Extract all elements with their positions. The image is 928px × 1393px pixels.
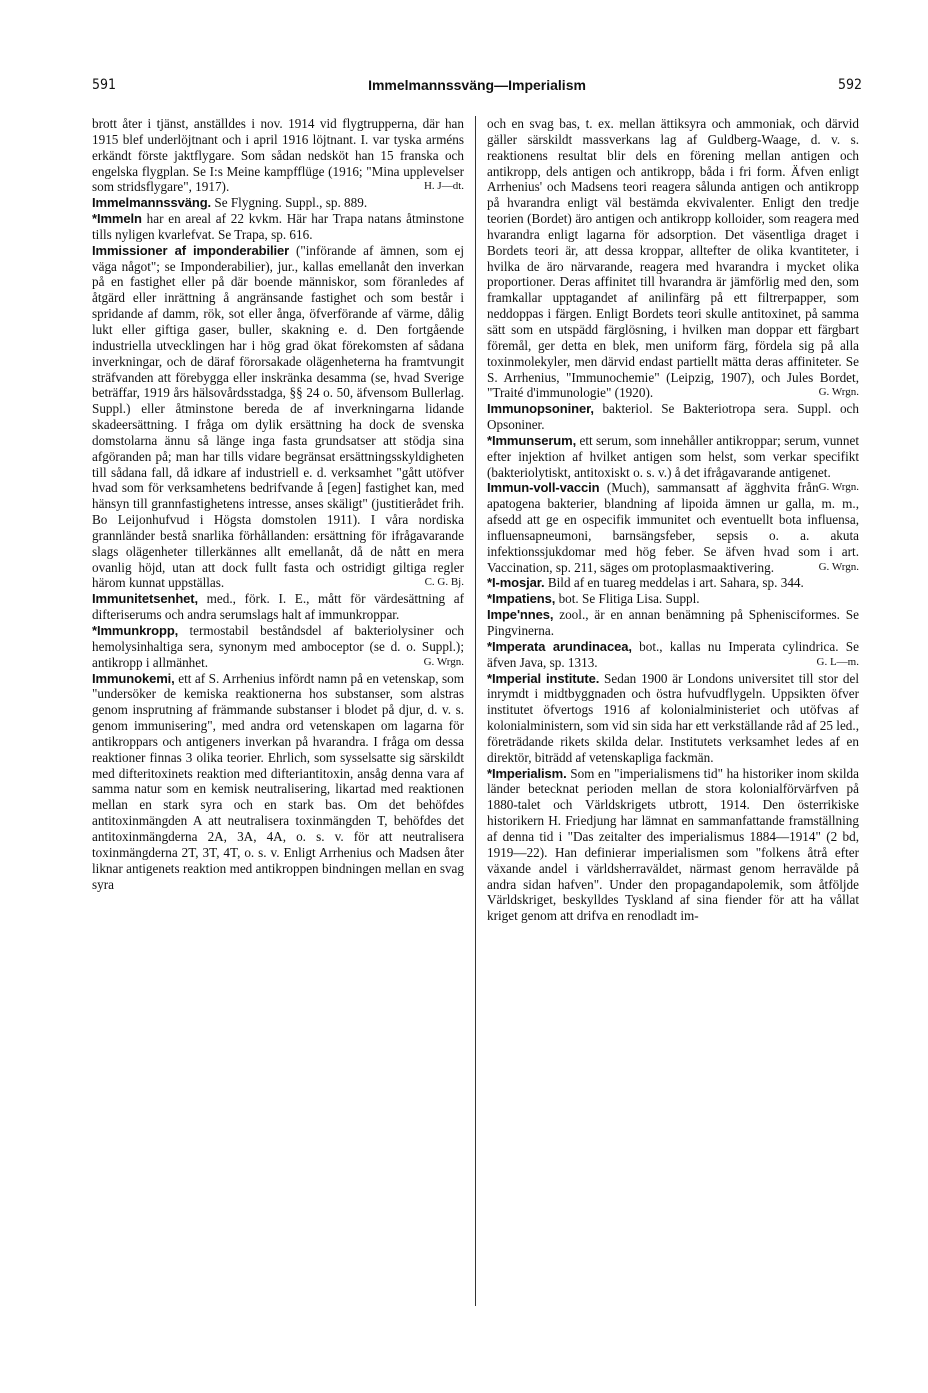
entry — [92, 116, 464, 195]
signature: G. Wrgn. — [818, 481, 859, 494]
left-column — [92, 116, 464, 892]
entry-text: har en areal af 22 kvkm. Här har Trapa natans åtminstone tills nyligen kvarlefvat. Se Trapa, sp. 616. — [92, 211, 464, 242]
page-header — [92, 77, 862, 99]
signature: G. Wrgn. — [423, 655, 464, 668]
headword: Immunitetsenhet, — [92, 591, 199, 607]
column-divider — [475, 116, 476, 1306]
entry — [92, 591, 464, 623]
entry-text: ett serum, som innehåller antikroppar; serum, vunnet efter injektion af hvilket antigen som helst, som verkar specifikt (bakteriolytiskt, antitoxiskt o. s. v.) å det ifrågavarande antigenet. — [487, 432, 860, 480]
entry — [487, 766, 859, 924]
headword: *I-mosjar. — [487, 575, 545, 591]
entry-text: (Much), sammansatt af ägghvita från apatogena bakterier, blandning af lipoida ämnen ur galla, m. m., afsedd att ge en ospecifik immunitet och eventuellt bota influensa, influensapneumoni, barnsängsfeber, sepsis o. a. akuta infektionssjukdomar med hög feber. Se äfven hvad som i art. Vaccination, sp. 211, säges om protoplasmaaktivering. — [487, 480, 859, 575]
entry — [487, 639, 859, 671]
signature: G. Wrgn. — [818, 560, 859, 573]
headword: *Immunkropp, — [92, 623, 179, 638]
entry-text: Se Flygning. Suppl., sp. 889. — [214, 195, 368, 211]
entry-text: termostabil beståndsdel af bakteriolysiner och hemolysinhaltiga sera, synonym med amboceptor (se d. o. Suppl.); antikropp i allmänhet. — [92, 623, 464, 670]
signature: G. L—m. — [816, 655, 859, 668]
entry-text: med., förk. I. E., mått för värdesättning af difteriserums och andra serumslags halt af immunkroppar. — [92, 591, 464, 623]
entry — [487, 575, 859, 591]
entry-text: bakteriol. Se Bakteriotropa sera. Suppl. och Opsoniner. — [487, 401, 859, 433]
signature: C. G. Bj. — [424, 576, 464, 589]
entry — [487, 591, 859, 607]
entry — [487, 401, 859, 433]
entry-text: Bild af en tuareg meddelas i art. Sahara, sp. 344. — [547, 575, 804, 591]
left-page-number: 591 — [92, 77, 117, 93]
entry-text: ("införande af ämnen, som ej väga något"; se Imponderabilier), jur., kallas emellanåt den inverkan på en fastighet eller på där boende människor, som föranledes af åtgärd eller inrättning å angränsande fastighet och som består i spridande af damm, rök, sot eller ånga, öfverförande af värme, dålig lukt eller giftiga gaser, buller, skakning e. d. Den fortgående industriella utvecklingen har i hög grad ökat förekomsten af sådana inverkningar, och de däraf förorsakade olägenheterna ha framtvungit sträfvanden att förebygga eller inskränka desamma (se, hvad Sverige beträffar, 1919 års hälsovårdsstadga, §§ 24 o. 50, äfvensom Bullerlag. Suppl.) eller åtminstone bereda de af inverkningarna lidande skadeersättning. I fråga om dylik ersättning ha dock de svenska domstolarna ännu så länge inga fasta grundsatser att stödja sina afgöranden på; man har tills vidare begränsat ersättningsskyldigheten till sådana fall, då idkare af industriell e. d. verksamhet "gått utöfver hvad som för verksamhetens bedrifvande å [egen] fastighet kan, med hänsyn till grannfastighetens intresse, anses skäligt" (justitierådet frih. Bo Leijonhufvud i Högsta domstolen 1911). I våra nordiska grannländer bestå snarlika förhållanden: ersättning för ifrågavarande slags olägenheter tillerkännes allt emellanåt, då de nått en mera ovanlig höjd, utan att dock fullt fasta och ostridigt giltiga regler härom kunnat uppställas. — [92, 242, 465, 591]
headword: Immunokemi, — [92, 670, 175, 686]
entry-text: bot., kallas nu Imperata cylindrica. Se äfven Java, sp. 1313. — [487, 638, 859, 670]
entry-text: Som en "imperialismens tid" ha historiker inom skilda länder betecknat perioden mellan de stora kolonialförvärfven på 1880-talet och Världskrigets utbrott, 1914. Den österrikiske historikern H. Friedjung har lämnat en sammanfattande framställning af denna tid i "Das zeitalter des imperialismus 1884—1914" (2 bd, 1919—22). Han definierar imperialismen som "folkens åtrå efter växande andel i världsherraväldet, närmast genom herravälde på andra sidan hafven". Under den propagandapolemik, som åtföljde Världskriget, beskylldes Tyskland af sina fiender för att ha vållat kriget genom att drifva en renodladt im- — [487, 765, 859, 924]
headword: *Imperialism. — [487, 765, 567, 781]
entry-text: Sedan 1900 är Londons universitet till stor del inrymdt i midtbyggnaden och östra hufvudflygeln. Uppsikten öfver institutet öfvertogs 1916 af kolonialministeriet och utöfvas af kolonialministern, som vid sin sida har ett verkställande råd af 25 led., företrädande rikets skilda delar. Institutets verksamhet ledes af en direktör, biträdd af vetenskapliga fackmän. — [487, 670, 859, 765]
headword: Immissioner af imponderabilier — [92, 242, 290, 258]
entry-text: och en svag bas, t. ex. mellan ättiksyra och ammoniak, och därvid gäller särskildt massverkans lag af Guldberg-Waage, d. v. s. reaktionens resultat blir dels en förening mellan antigen och antikropp, dels antigen och antikropp, båda i fri form. Äfven enligt Arrhenius' och Madsens teori reagera sålunda antigen och antikropp på hvarandra enligt väl bestämda ekvivalenter. Enligt den tredje teorien (Bordet) äro antigen och antikropp kolloider, som reagera med hvarandra enligt lagarna för adsorption. Det väsentliga draget i Bordets teori är, att dessa kroppar, alltefter de olika kvantiteter, i hvilka de äro närvarande, reagera med hvarandra i mycket olika proportioner. Deras affinitet till hvarandra är jämförlig med den, som framkallar upptagandet af anilinfärg på ett filtrerpapper, som neddoppas i färgen. Enligt Bordets teori skulle antitoxinet, på samma sätt som en utspädd färglösning, i hvilken man doppar ett färgbart föremål, ger detta en blek, men uniform färg, fördela sig på alla toxinmolekyler, men därvid endast partiellt mätta deras affiniteter. Se S. Arrhenius, "Immunochemie" (Leipzig, 1907), och Jules Bordet, "Traité d'immunologie" (1920). — [487, 116, 859, 401]
signature: H. J—dt. — [423, 180, 464, 193]
headword: *Impatiens, — [487, 591, 556, 607]
entry — [92, 623, 464, 671]
entry — [92, 243, 464, 592]
headword: *Imperata arundinacea, — [487, 638, 632, 654]
headword: Immun-voll-vaccin — [487, 480, 600, 496]
entry — [92, 195, 464, 211]
right-page-number: 592 — [837, 77, 862, 93]
signature: G. Wrgn. — [818, 386, 859, 399]
entry — [92, 211, 464, 243]
entry-text: brott åter i tjänst, anställdes i nov. 1914 vid flygtrupperna, där han 1915 blef underlöjtnant och i april 1916 löjtnant. I. var tyska arméns erkändt förste jaktflygare. Som sådan nedsköt han 15 franska och engelska flygplan. Se I:s Meine kampfflüge (1916; "Mina upplevelser som stridsflygare", 1917). — [92, 116, 464, 195]
headword: *Imperial institute. — [487, 670, 600, 686]
entry — [487, 607, 859, 639]
right-column — [487, 116, 859, 924]
entry — [487, 671, 859, 766]
entry — [92, 671, 464, 893]
headword: Immunopsoniner, — [487, 401, 594, 417]
entry-text: zool., är en annan benämning på Sphenisciformes. Se Pingvinerna. — [487, 607, 859, 638]
entry — [487, 116, 859, 401]
headword: Immelmannssväng. — [92, 195, 212, 211]
entry-text: bot. Se Flitiga Lisa. Suppl. — [558, 591, 700, 607]
headword: *Immunserum, — [487, 432, 577, 448]
entry — [487, 480, 859, 575]
running-title: Immelmannssväng—Imperialism — [368, 77, 586, 93]
headword: Impe'nnes, — [487, 607, 554, 623]
entry-text: ett af S. Arrhenius infördt namn på en vetenskap, som "undersöker de kemiska reaktionerna hos substanser, som alstras genom insprutning af främmande substanser i blodet på djur, d. v. s. genom immunisering", med andra ord vetenskapen om lagarna för antikroppars och antigeners inverkan på hvarandra. I fråga om dessa reaktioner finnas 3 olika teorier. Ehrlich, som sysselsatte sig särskildt med difteritoxinets reaktion med difteriantitoxin, ansåg denna vara af samma natur som en kemisk neutralisering, likartad med reaktionen mellan en stark syra och en stark bas. Om det behöfdes antitoxinmängden A att neutralisera toxinmängden T, behöfdes det antitoxinmängderna 2A, 3A, 4A, o. s. v. för att neutralisera toxinmängderna 2T, 3T, 4T, o. s. v. Enligt Arrhenius och Madsen åter liknar antigenets reaktion med antikroppen bindningen mellan en svag syra — [92, 670, 464, 892]
headword: *Immeln — [92, 211, 142, 227]
